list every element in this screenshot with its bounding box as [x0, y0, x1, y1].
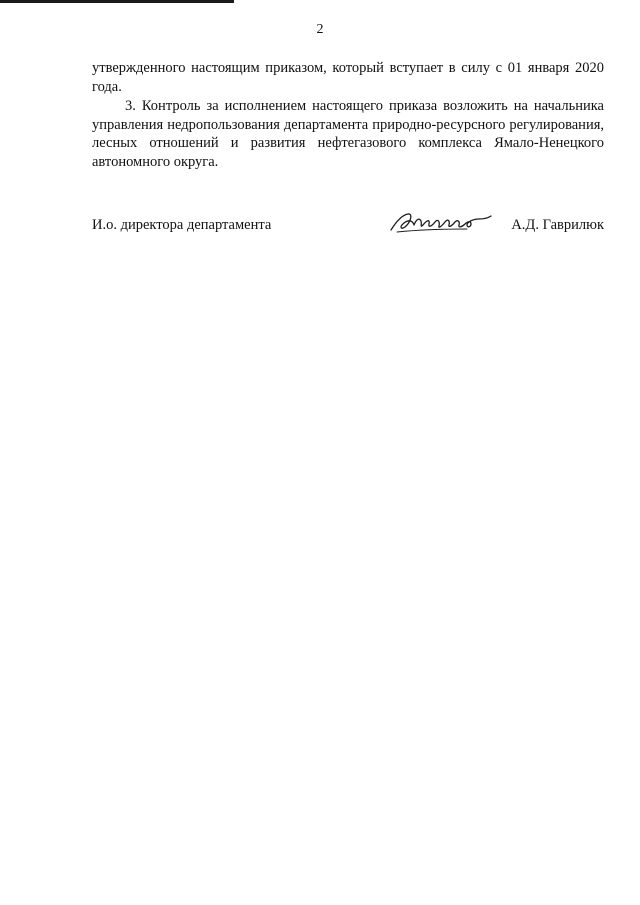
top-rule — [0, 0, 234, 3]
paragraph-continuation: утвержденного настоящим приказом, который вступает в силу с 01 января 2020 года. — [92, 60, 604, 95]
signature-block — [92, 209, 604, 239]
signatory-position: И.о. директора департамента — [92, 217, 272, 233]
page-number: 2 — [316, 22, 324, 37]
signer-name: А.Д. Гаврилюк — [511, 217, 604, 233]
handwritten-signature-icon — [387, 209, 495, 235]
paragraph-item-3: 3. Контроль за исполнением настоящего приказа возложить на начальника управления недропользования департамента природно-ресурсного регулирования, лесных отношений и развития нефтегазового комплекса Ямало-Ненецкого автономного округа. — [92, 98, 604, 170]
